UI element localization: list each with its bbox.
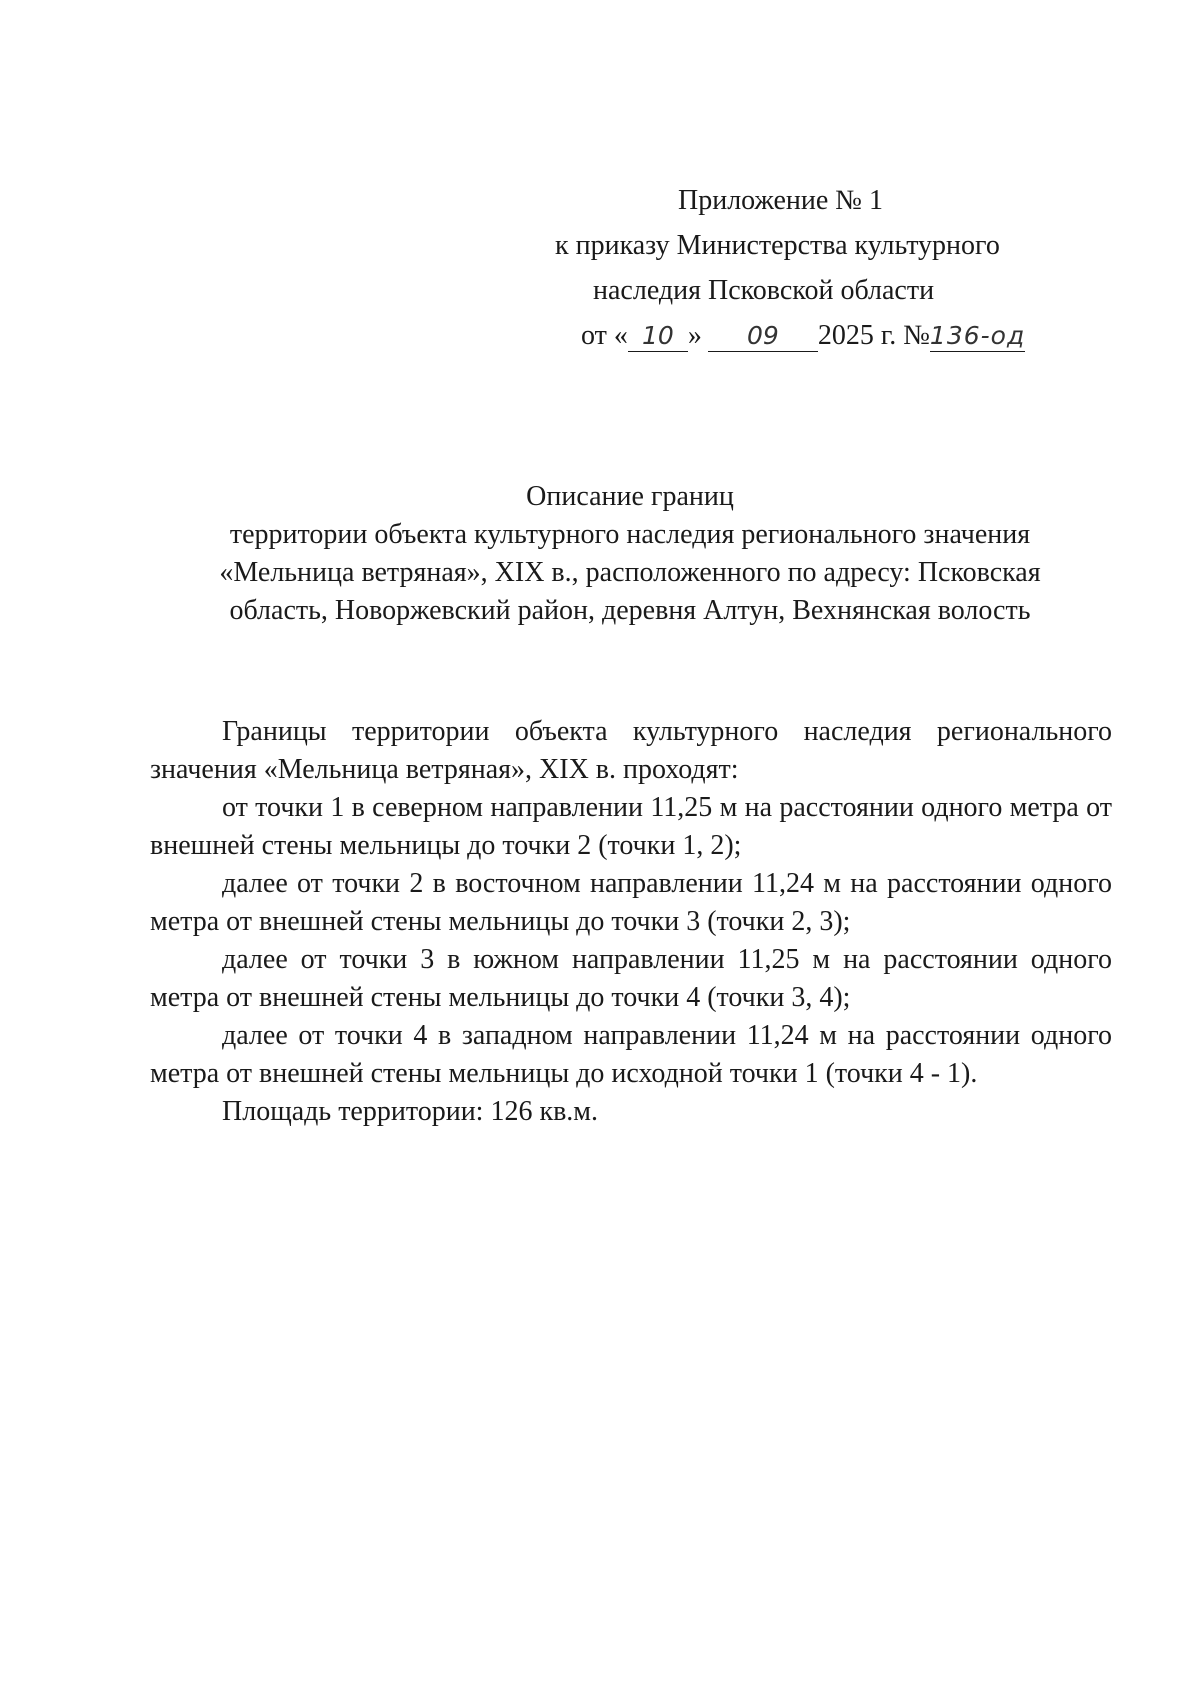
date-mid: »	[687, 320, 702, 351]
appendix-date-line	[555, 313, 1115, 358]
title-line-2: территории объекта культурного наследия регионального значения	[229, 519, 1031, 550]
document-title	[150, 478, 1110, 630]
appendix-ministry: наследия Псковской области	[593, 275, 935, 306]
title-line-4: область, Новоржевский район, деревня Алтун, Вехнянская волость	[229, 595, 1031, 626]
appendix-header	[555, 178, 1115, 358]
order-number-handwritten: 136-од	[929, 321, 1026, 350]
date-year: 2025 г. №	[817, 320, 930, 351]
body-paragraph-segment-2: далее от точки 2 в восточном направлении 11,24 м на расстоянии одного метра от внешней стены мельницы до точки 3 (точки 2, 3);	[150, 868, 1112, 937]
date-day-handwritten: 10	[628, 321, 688, 352]
title-line-3: «Мельница ветряная», XIX в., расположенного по адресу: Псковская	[219, 557, 1041, 588]
title-line-1: Описание границ	[526, 481, 734, 512]
body-paragraph-area: Площадь территории: 126 кв.м.	[222, 1096, 599, 1127]
body-paragraph-segment-3: далее от точки 3 в южном направлении 11,25 м на расстоянии одного метра от внешней стены мельницы до точки 4 (точки 3, 4);	[150, 944, 1112, 1013]
document-body	[150, 713, 1112, 1131]
body-paragraph-segment-1: от точки 1 в северном направлении 11,25 м на расстоянии одного метра от внешней стены мельницы до точки 2 (точки 1, 2);	[150, 792, 1112, 861]
body-paragraph-segment-4: далее от точки 4 в западном направлении 11,24 м на расстоянии одного метра от внешней стены мельницы до исходной точки 1 (точки 4 - 1).	[150, 1020, 1112, 1089]
appendix-order-ref: к приказу Министерства культурного	[555, 230, 1000, 261]
date-month-handwritten: 09	[708, 321, 818, 352]
body-paragraph-intro: Границы территории объекта культурного наследия регионального значения «Мельница ветряная», XIX в. проходят:	[150, 716, 1112, 785]
appendix-title: Приложение № 1	[678, 185, 883, 216]
date-prefix: от «	[581, 320, 628, 351]
